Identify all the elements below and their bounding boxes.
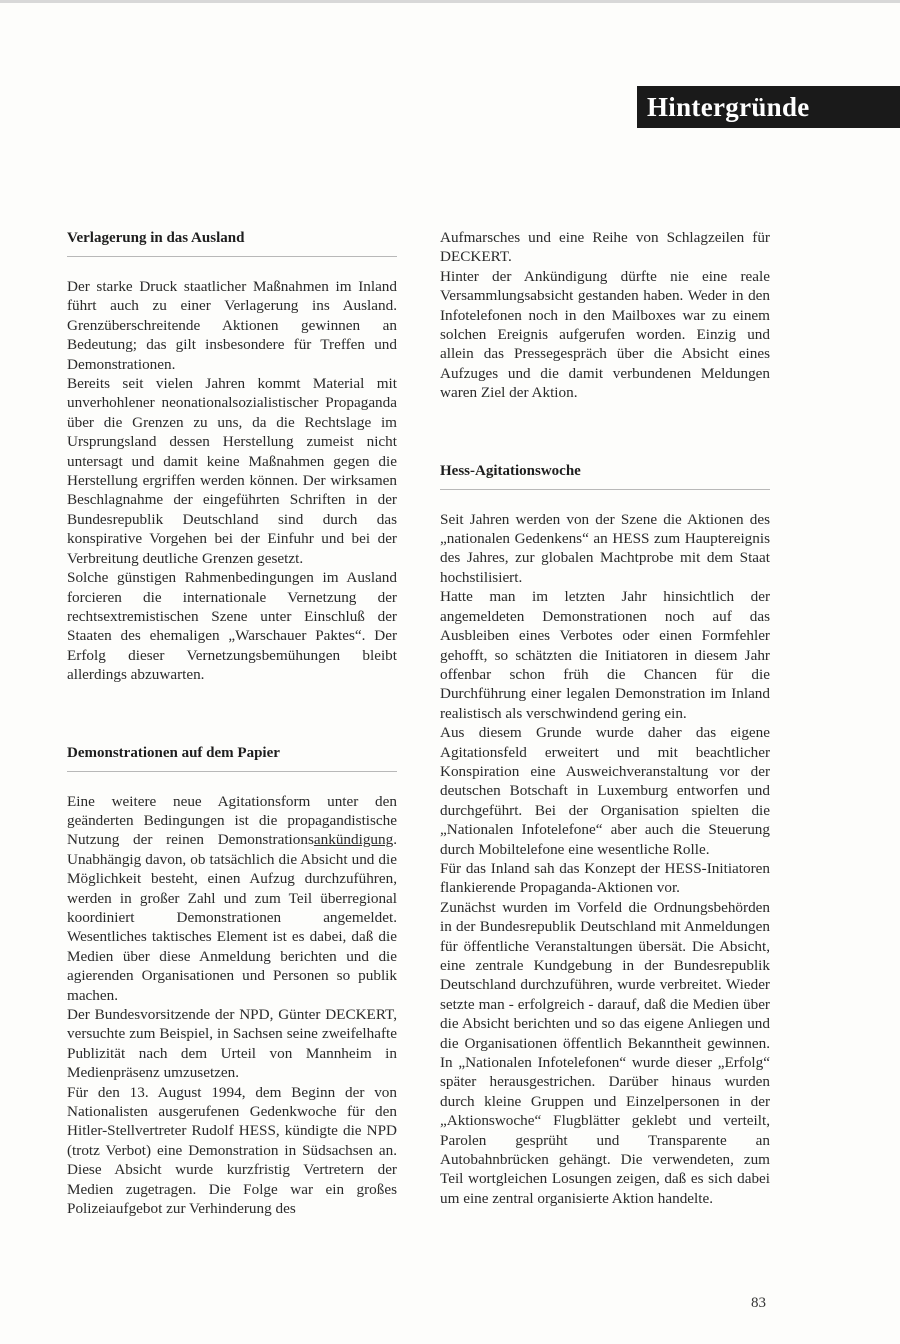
paragraph: Der Bundesvorsitzende der NPD, Günter DECKERT, versuchte zum Beispiel, in Sachsen seine zweifelhafte Publizität nach dem Urteil von Mannheim in Medienpräsenz umzusetzen.: [67, 1006, 397, 1082]
paragraph: Zunächst wurden im Vorfeld die Ordnungsbehörden in der Bundesrepublik Deutschland mit Anmeldungen für öffentliche Veranstaltungen übersät. Die Absicht, eine zentrale Kundgebung in der Bundesrepublik Deutschland durchzuführen, wurde verbreitet. Wieder setzte man - erfolgreich - darauf, daß die Medien über die Absicht berichten und so das eigene Anliegen und die Organisationen öffentlich Bekanntheit gewinnen. In „Nationalen Infotelefonen“ wurde dieser „Erfolg“ später herausgestrichen. Darüber hinaus wurden durch kleine Gruppen und Einzelpersonen in der „Aktionswoche“ Flugblätter geklebt und verteilt, Parolen gesprüht und Transparente an Autobahnbrücken gehängt. Die verwendeten, zum Teil wortgleichen Losungen zeigen, daß es sich dabei um eine zentral organisierte Aktion handelte.: [440, 898, 770, 1207]
section-banner: Hintergründe: [637, 86, 900, 128]
paragraph: Hatte man im letzten Jahr hinsichtlich der angemeldeten Demonstrationen noch auf das Ausbleiben eines Verbotes oder einen Formfehler gehofft, so schätzten die Initiatoren in diesem Jahr offenbar schon früh die Chancen für die Durchführung einer legalen Demonstration im Inland realistisch als verschwindend gering ein.: [440, 588, 770, 722]
paragraph: Solche günstigen Rahmenbedingungen im Ausland forcieren die internationale Vernetzung der rechtsextremistischen Szene unter Einschluß der Staaten des ehemaligen „Warschauer Paktes“. Der Erfolg dieser Vernetzungsbemühungen bleibt allerdings abzuwarten.: [67, 569, 397, 684]
paragraph: Aufmarsches und eine Reihe von Schlagzeilen für DECKERT.: [440, 229, 770, 266]
paragraph: Aus diesem Grunde wurde daher das eigene Agitationsfeld erweitert und mit beachtlicher Konspiration eine Ausweichveranstaltung vor der deutschen Botschaft in Luxemburg entworfen und durchgeführt. Bei der Organisation spielten die „Nationalen Infotelefone“ aber auch die Steuerung durch Mobiltelefone eine wesentliche Rolle.: [440, 724, 770, 858]
page-number: 83: [751, 1295, 766, 1311]
paragraph: [67, 792, 397, 1005]
section-heading: Demonstrationen auf dem Papier: [67, 743, 397, 772]
paragraph: Für den 13. August 1994, dem Beginn der von Nationalisten ausgerufenen Gedenkwoche für den Hitler-Stellvertreter Rudolf HESS, kündigte die NPD (trotz Verbot) eine Demonstration in Südsachsen an. Diese Absicht wurde kurzfristig Vertretern der Medien zugetragen. Die Folge war ein großes Polizeiaufgebot zur Verhinderung des: [67, 1083, 397, 1218]
left-column: [67, 228, 397, 1276]
section-heading: Verlagerung in das Ausland: [67, 228, 397, 257]
paragraph: Für das Inland sah das Konzept der HESS-Initiatoren flankierende Propaganda-Aktionen vor.: [440, 859, 770, 897]
section-demonstrationen: [67, 743, 397, 1219]
section-verlagerung: [67, 228, 397, 685]
underlined-word: ankündigung: [313, 831, 394, 849]
paragraph: Seit Jahren werden von der Szene die Aktionen des „nationalen Gedenkens“ an HESS zum Hauptereignis des Jahres, zur globalen Machtprobe mit dem Staat hochstilisiert.: [440, 510, 770, 586]
continuation-block: [440, 228, 770, 403]
text-run: Eine weitere neue Agitationsform unter den geänderten Bedingungen ist die propagandistische Nutzung der reinen Demonstrations: [67, 792, 397, 849]
paragraph: Der starke Druck staatlicher Maßnahmen im Inland führt auch zu einer Verlagerung ins Ausland. Grenzüberschreitende Aktionen gewinnen an Bedeutung; das gilt insbesondere für Treffen und Demonstrationen.: [67, 278, 397, 373]
paragraph: Bereits seit vielen Jahren kommt Material mit unverhohlener neonationalsozialistischer Propaganda über die Grenzen zu uns, da die Rechtslage im Ursprungsland dessen Herstellung zumeist nicht untersagt und damit keine Maßnahmen gegen die Herstellung ergriffen werden können. Der wirksamen Beschlagnahme der eingeführten Schriften in der Bundesrepublik Deutschland sind durch das konspirative Vorgehen bei der Einfuhr und bei der Verbreitung deutliche Grenzen gesetzt.: [67, 375, 397, 567]
text-run: . Unabhängig davon, ob tatsächlich die Absicht und die Möglichkeit besteht, einen Aufzug durchzuführen, werden in großer Zahl und zum Teil überregional koordiniert Demonstrationen angemeldet. Wesentliches taktisches Element ist es dabei, daß die Medien über diese Anmeldung berichten und die agierenden Organisationen und Personen so publik machen.: [67, 831, 397, 1004]
top-rule: [0, 0, 900, 3]
section-heading: Hess-Agitationswoche: [440, 461, 770, 490]
right-column: [440, 228, 770, 1266]
section-hess: [440, 461, 770, 1209]
paragraph: Hinter der Ankündigung dürfte nie eine reale Versammlungsabsicht gestanden haben. Weder in den Infotelefonen noch in den Mailboxes war zu einem solchen Ereignis aufgerufen worden. Einzig und allein das Pressegespräch über die Absicht eines Aufzuges und die damit verbundenen Meldungen waren Ziel der Aktion.: [440, 267, 770, 402]
